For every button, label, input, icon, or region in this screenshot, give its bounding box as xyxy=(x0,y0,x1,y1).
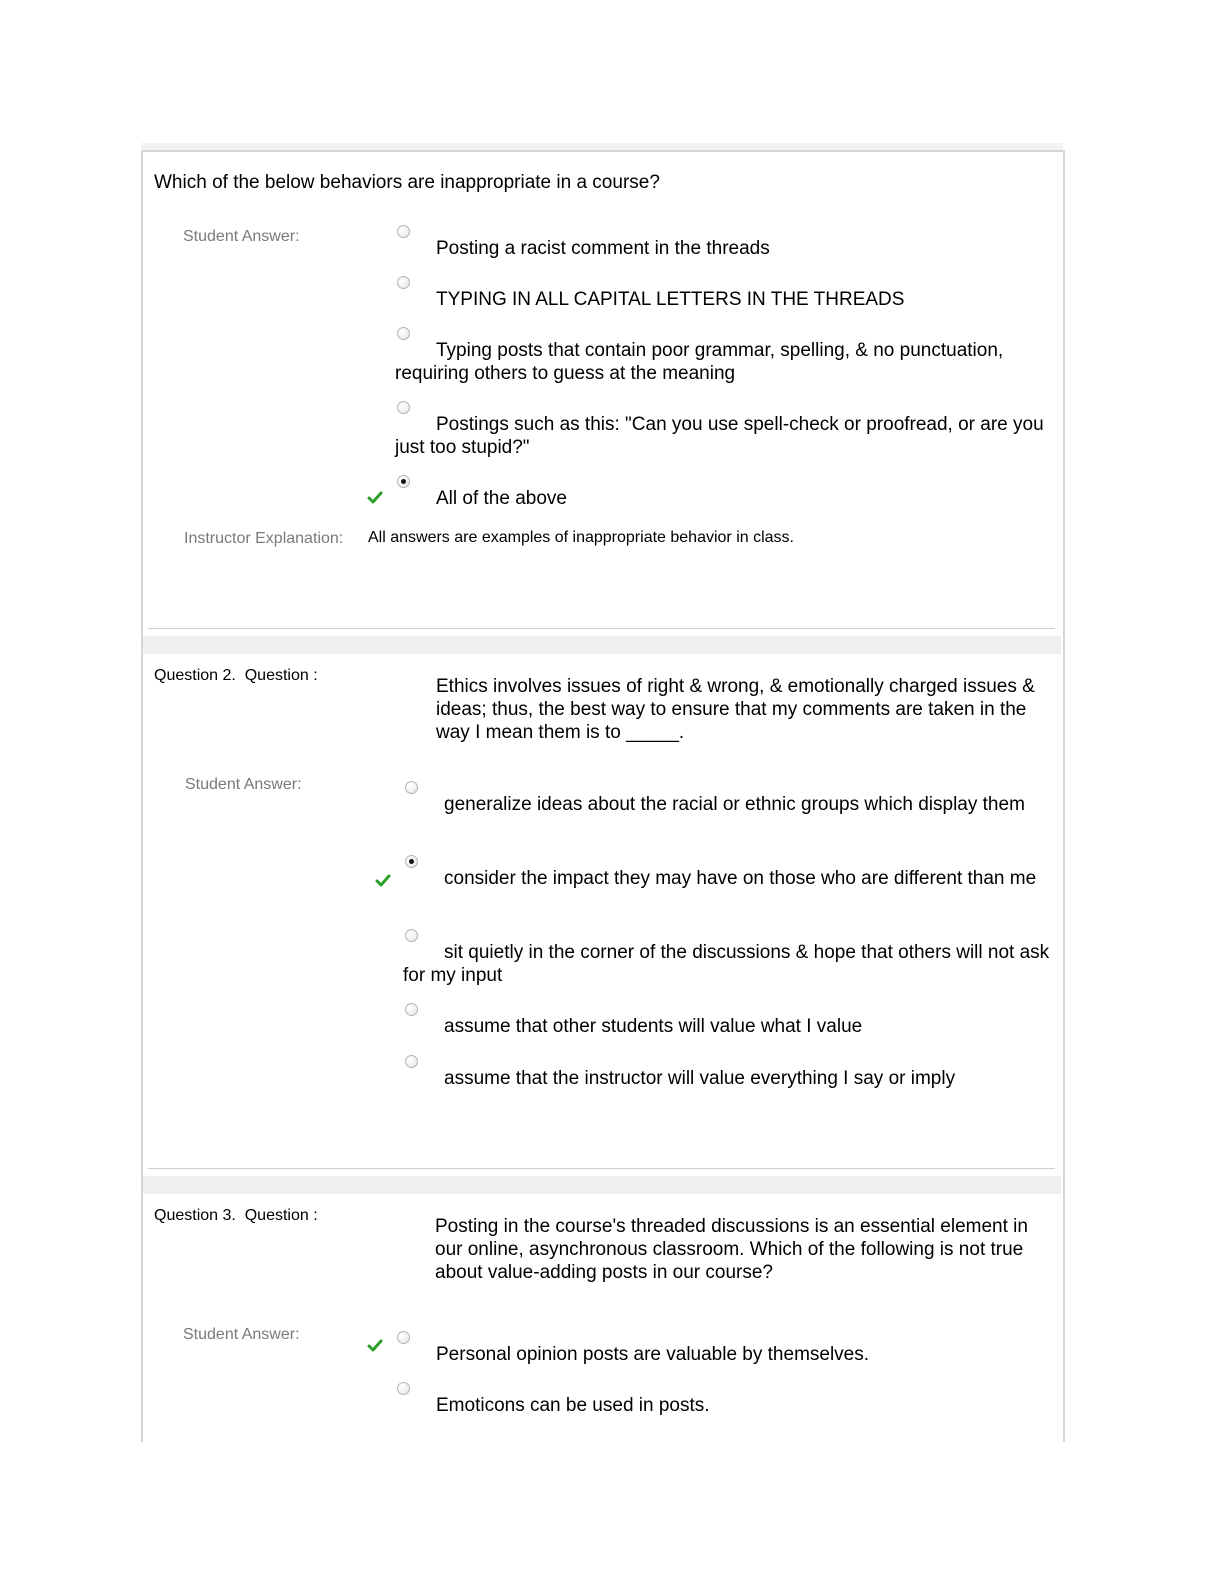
q1-question-text: Which of the below behaviors are inappropriate in a course? xyxy=(154,172,660,193)
q2-option-5[interactable]: assume that the instructor will value everything I say or imply xyxy=(403,1067,1050,1090)
separator-band xyxy=(143,1176,1061,1194)
radio-unselected-icon[interactable] xyxy=(397,1382,410,1395)
q3-heading xyxy=(154,1207,318,1225)
q2-option-2[interactable]: consider the impact they may have on those who are different than me xyxy=(403,867,1050,890)
q2-heading xyxy=(154,667,318,685)
radio-unselected-icon[interactable] xyxy=(405,1055,418,1068)
radio-unselected-icon[interactable] xyxy=(397,401,410,414)
q2-number: Question 2. xyxy=(154,667,236,684)
instructor-explanation-text: All answers are examples of inappropriate behavior in class. xyxy=(368,529,794,546)
separator-band xyxy=(143,636,1061,654)
radio-unselected-icon[interactable] xyxy=(397,276,410,289)
q1-student-answer-label: Student Answer: xyxy=(183,228,300,245)
q3-option-2[interactable]: Emoticons can be used in posts. xyxy=(395,1394,1050,1417)
q3-student-answer-label: Student Answer: xyxy=(183,1326,300,1343)
q3-option-1[interactable]: Personal opinion posts are valuable by themselves. xyxy=(395,1343,1050,1366)
q2-student-answer-label: Student Answer: xyxy=(185,776,302,793)
radio-unselected-icon[interactable] xyxy=(397,225,410,238)
q1-option-1[interactable]: Posting a racist comment in the threads xyxy=(395,237,1050,260)
radio-unselected-icon[interactable] xyxy=(397,1331,410,1344)
separator-line xyxy=(148,1168,1055,1169)
q1-option-2[interactable]: TYPING IN ALL CAPITAL LETTERS IN THE THREADS xyxy=(395,288,1050,311)
q3-number: Question 3. xyxy=(154,1207,236,1224)
q2-option-4[interactable]: assume that other students will value what I value xyxy=(403,1015,1050,1038)
q2-question-label: Question : xyxy=(244,667,318,684)
correct-checkmark-icon xyxy=(375,873,391,889)
instructor-explanation-label: Instructor Explanation: xyxy=(184,530,344,547)
q2-option-3[interactable]: sit quietly in the corner of the discussions & hope that others will not ask for my input xyxy=(403,941,1050,987)
correct-checkmark-icon xyxy=(367,490,383,506)
radio-unselected-icon[interactable] xyxy=(405,1003,418,1016)
q1-option-5[interactable]: All of the above xyxy=(395,487,1050,510)
radio-unselected-icon[interactable] xyxy=(405,929,418,942)
q3-question-text: Posting in the course's threaded discussions is an essential element in our online, asynchronous classroom. Which of the following is not true about value-adding posts in our course? xyxy=(435,1216,1028,1283)
q1-option-4[interactable]: Postings such as this: "Can you use spell-check or proofread, or are you just too stupid?" xyxy=(395,413,1050,459)
radio-unselected-icon[interactable] xyxy=(405,781,418,794)
radio-selected-icon[interactable] xyxy=(397,475,410,488)
q1-option-3[interactable]: Typing posts that contain poor grammar, spelling, & no punctuation, requiring others to guess at the meaning xyxy=(395,339,1050,385)
q2-option-1[interactable]: generalize ideas about the racial or ethnic groups which display them xyxy=(403,793,1050,816)
separator-line xyxy=(148,628,1055,629)
radio-unselected-icon[interactable] xyxy=(397,327,410,340)
correct-checkmark-icon xyxy=(367,1338,383,1354)
radio-selected-icon[interactable] xyxy=(405,855,418,868)
q3-question-label: Question : xyxy=(244,1207,318,1224)
q2-question-text: Ethics involves issues of right & wrong, & emotionally charged issues & ideas; thus, the best way to ensure that my comments are taken in the way I mean them is to _____. xyxy=(436,676,1035,743)
